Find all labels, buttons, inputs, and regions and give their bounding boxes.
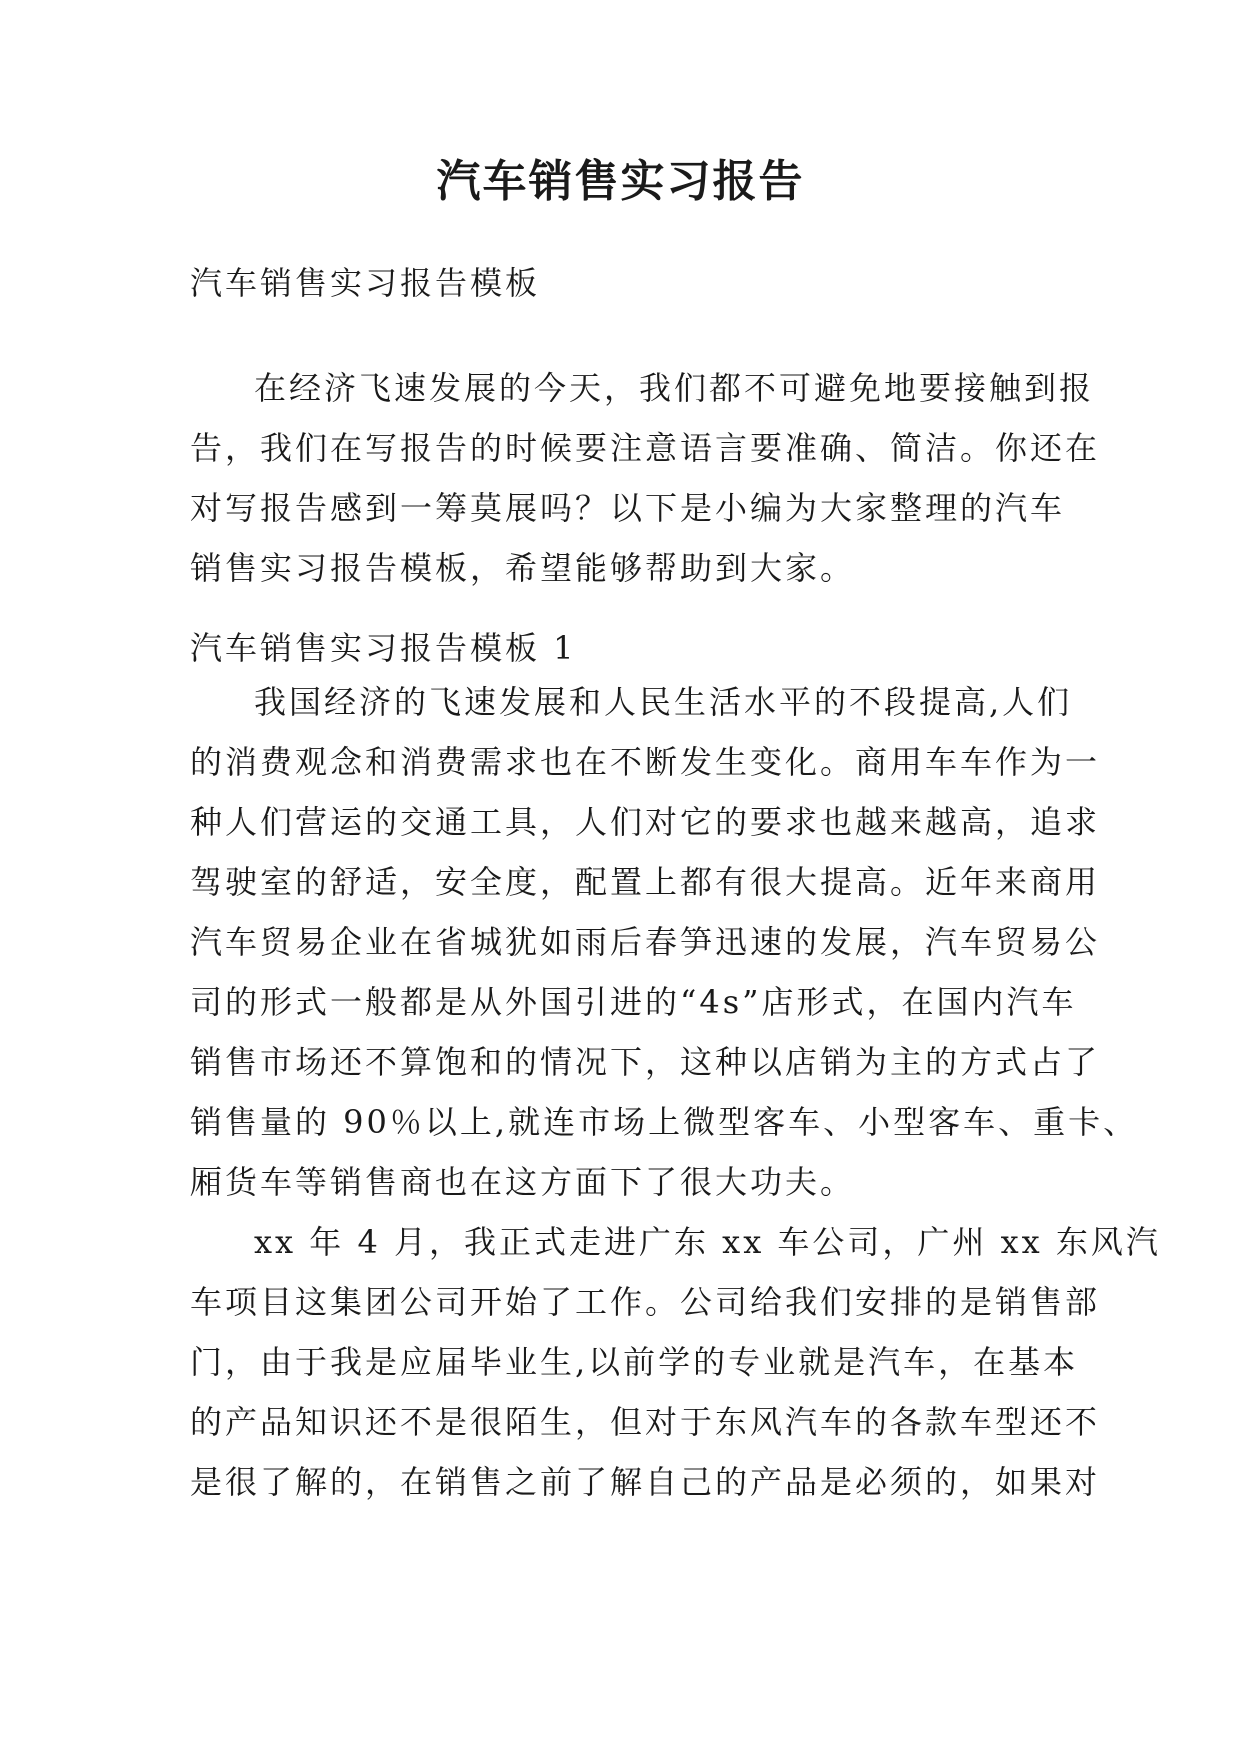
- section-heading-text: 汽车销售实习报告模板 1: [190, 629, 577, 667]
- body-paragraph-1: [190, 672, 1139, 1212]
- paragraph-line: 驾驶室的舒适，安全度，配置上都有很大提高。近年来商用: [190, 863, 1101, 901]
- paragraph-line: 我国经济的飞速发展和人民生活水平的不段提高,人们: [254, 683, 1073, 721]
- paragraph-line: 的产品知识还不是很陌生，但对于东风汽车的各款车型还不: [190, 1403, 1101, 1441]
- paragraph-line: 种人们营运的交通工具，人们对它的要求也越来越高，追求: [190, 803, 1101, 841]
- paragraph-line: 告，我们在写报告的时候要注意语言要准确、简洁。你还在: [190, 429, 1101, 467]
- paragraph-line: xx 年 4 月，我正式走进广东 xx 车公司，广州 xx 东风汽: [254, 1223, 1161, 1261]
- subtitle-text: 汽车销售实习报告模板: [190, 264, 541, 302]
- paragraph-line: 的消费观念和消费需求也在不断发生变化。商用车车作为一: [190, 743, 1101, 781]
- section-heading: [190, 618, 1050, 678]
- paragraph-line: 销售实习报告模板，希望能够帮助到大家。: [190, 549, 856, 587]
- paragraph-line: 司的形式一般都是从外国引进的“4s”店形式，在国内汽车: [190, 983, 1077, 1021]
- paragraph-line: 销售市场还不算饱和的情况下，这种以店销为主的方式占了: [190, 1043, 1101, 1081]
- body-paragraph-2: [190, 1212, 1161, 1512]
- paragraph-line: 在经济飞速发展的今天，我们都不可避免地要接触到报: [254, 369, 1095, 407]
- paragraph-line: 厢货车等销售商也在这方面下了很大功夫。: [190, 1163, 856, 1201]
- paragraph-line: 是很了解的，在销售之前了解自己的产品是必须的，如果对: [190, 1463, 1101, 1501]
- paragraph-line: 汽车贸易企业在省城犹如雨后春笋迅速的发展，汽车贸易公: [190, 923, 1101, 961]
- paragraph-line: 门，由于我是应届毕业生,以前学的专业就是汽车，在基本: [190, 1343, 1079, 1381]
- paragraph-line: 销售量的 90％以上,就连市场上微型客车、小型客车、重卡、: [190, 1103, 1139, 1141]
- paragraph-line: 对写报告感到一筹莫展吗？以下是小编为大家整理的汽车: [190, 489, 1066, 527]
- intro-paragraph: [190, 358, 1101, 598]
- document-title: 汽车销售实习报告: [436, 156, 805, 207]
- paragraph-line: 车项目这集团公司开始了工作。公司给我们安排的是销售部: [190, 1283, 1101, 1321]
- document-subtitle: [190, 253, 1050, 313]
